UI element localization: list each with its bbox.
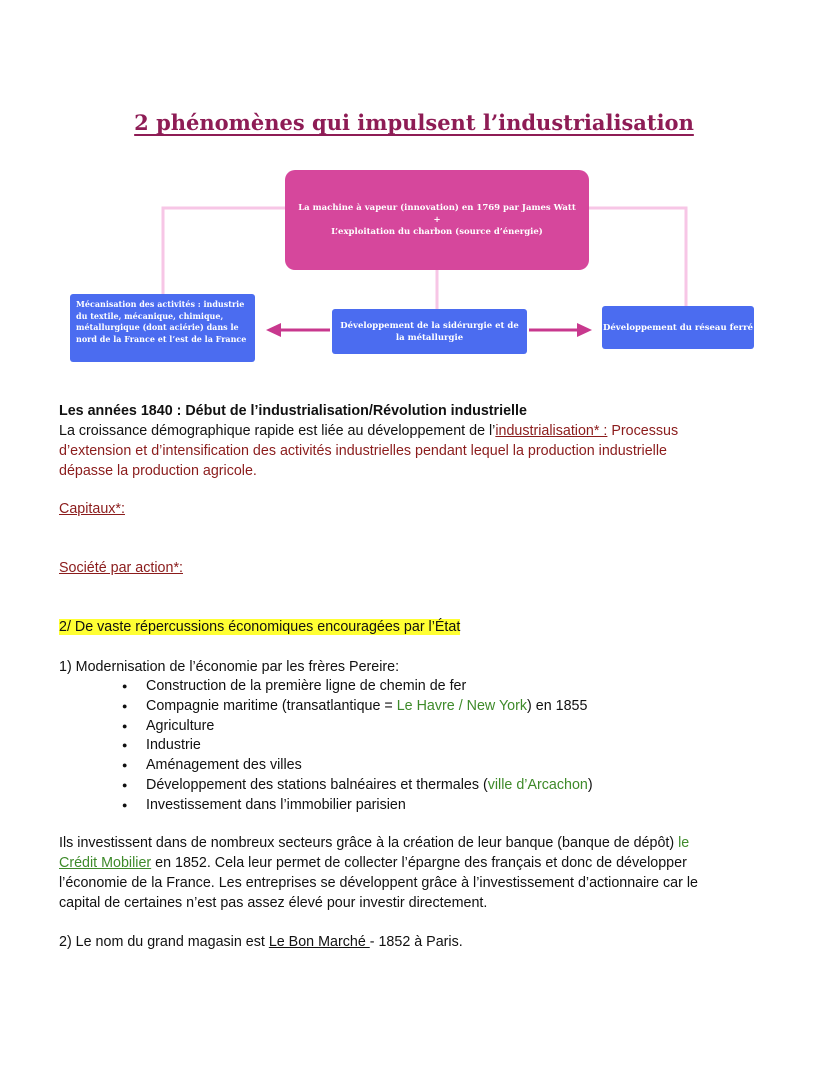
diagram-box-steam-engine	[285, 170, 589, 270]
credit-mobilier-part1: le	[678, 835, 690, 851]
pereire-paragraph-line2	[59, 853, 687, 873]
list-item-text: )	[587, 776, 593, 793]
list-item-text: Compagnie maritime (transatlantique =	[146, 697, 397, 714]
ville-arcachon: ville d’Arcachon	[487, 776, 588, 793]
box-top-line2: L’exploitation du charbon (source d’énergie)	[331, 227, 543, 237]
list-item: ● Construction de la première ligne de chemin de fer	[122, 677, 593, 697]
societe-label: Société par action*:	[59, 560, 183, 576]
point2-text: - 1852 à Paris.	[369, 934, 463, 950]
section1-heading: Les années 1840 : Début de l’industrialisation/Révolution industrielle	[59, 403, 527, 419]
diagram-box-reseau-ferre: Développement du réseau ferré	[602, 306, 754, 349]
list-item	[122, 697, 593, 717]
page-title: 2 phénomènes qui impulsent l’industrialisation	[134, 110, 694, 135]
connector-left	[163, 208, 285, 294]
credit-mobilier-part2: Crédit Mobilier	[59, 855, 152, 871]
list-item: ● Industrie	[122, 736, 593, 756]
section1-paragraph	[59, 421, 719, 481]
pereire-paragraph-line4: capital de certaines n’est pas assez élevé pour investir directement.	[59, 895, 488, 911]
arrow-right-head	[577, 323, 592, 337]
paragraph-text: en 1852. Cela leur permet de collecter l’épargne des français et donc de développer	[151, 855, 687, 871]
section2-heading	[59, 617, 460, 637]
list-item-text: Développement des stations balnéaires et thermales (	[146, 776, 488, 793]
list-item-text: ) en 1855	[527, 697, 588, 714]
section1-text: La croissance démographique rapide est liée au développement de l’	[59, 423, 496, 439]
list-item: ● Investissement dans l’immobilier parisien	[122, 796, 593, 816]
paragraph-text: Ils investissent dans de nombreux secteurs grâce à la création de leur banque (banque de dépôt)	[59, 835, 679, 851]
box-top-line1: La machine à vapeur (innovation) en 1769 par James Watt	[298, 203, 576, 213]
pereire-list	[122, 677, 593, 816]
pereire-paragraph-line3: l’économie de la France. Les entreprises se développent grâce à l’investissement d’actionnaire car le	[59, 875, 698, 891]
list-item: ● Aménagement des villes	[122, 756, 593, 776]
point2	[59, 932, 463, 952]
le-havre-new-york: Le Havre / New York	[396, 697, 528, 714]
diagram-box-mechanisation: Mécanisation des activités : industrie du textile, mécanique, chimique, métallurgique (dont aciérie) dans le nord de la France et l’est de la France	[70, 294, 255, 362]
diagram-box-siderurgie: Développement de la sidérurgie et de la métallurgie	[332, 309, 527, 354]
arrow-left-head	[266, 323, 281, 337]
industrialisation-term: industrialisation* :	[495, 423, 608, 439]
capitaux-label: Capitaux*:	[59, 501, 125, 517]
list-item	[122, 776, 593, 796]
section2-heading-text: 2/ De vaste répercussions économiques encouragées par l’État	[59, 619, 461, 635]
list-item: ● Agriculture	[122, 717, 593, 737]
bon-marche-link[interactable]: Le Bon Marché	[268, 934, 370, 950]
box-top-plus: +	[433, 215, 441, 225]
point2-text: 2) Le nom du grand magasin est	[59, 934, 269, 950]
industrialisation-definition: Processus d’extension et d’intensification des activités industrielles pendant lequel la production industrielle dépasse la production agricole.	[59, 423, 679, 479]
point1: 1) Modernisation de l’économie par les frères Pereire:	[59, 659, 400, 675]
pereire-paragraph-line1	[59, 833, 689, 853]
connector-right	[589, 208, 686, 306]
